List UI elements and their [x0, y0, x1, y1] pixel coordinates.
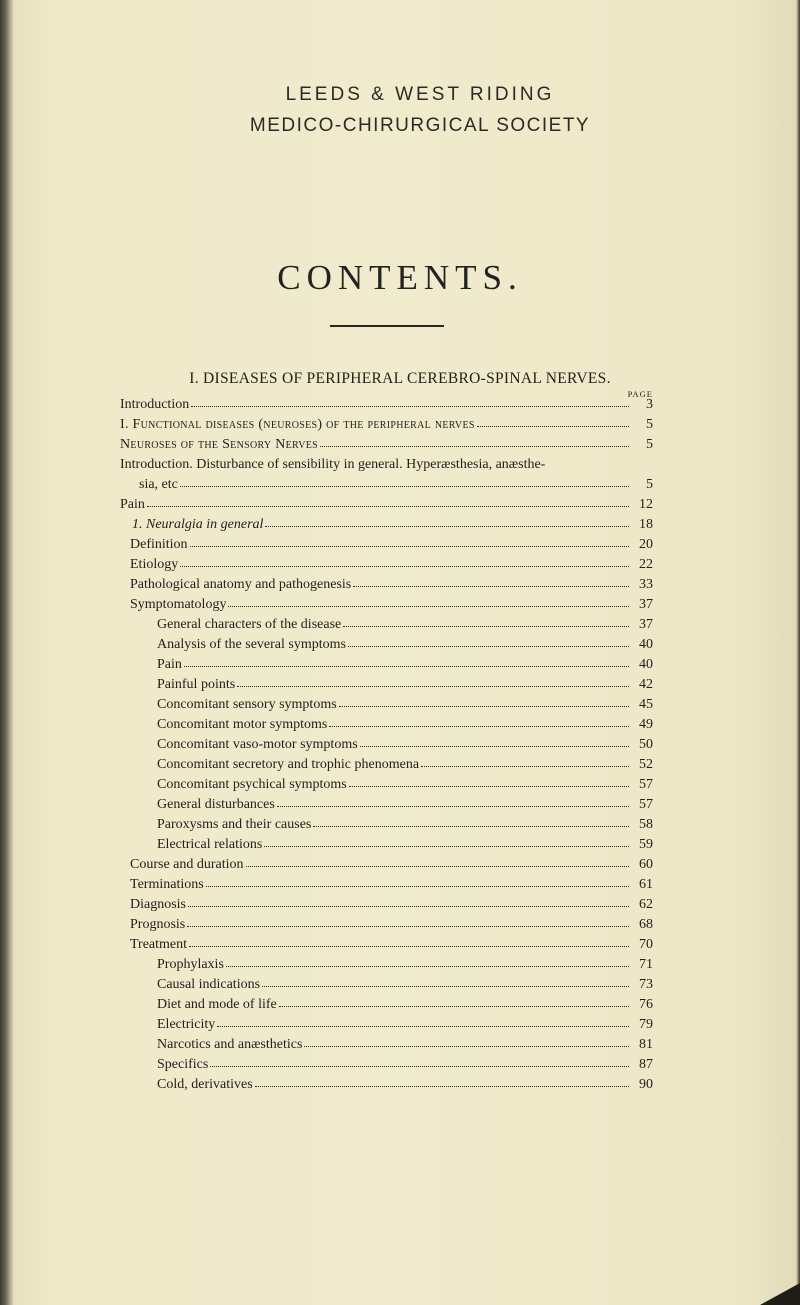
toc-entry-page: 60	[639, 857, 653, 872]
toc-entry[interactable]	[157, 835, 653, 855]
toc-entry[interactable]	[157, 675, 653, 695]
toc-entry[interactable]	[157, 995, 653, 1015]
leader-dots	[477, 415, 629, 427]
leader-dots	[237, 675, 629, 687]
toc-entry[interactable]	[157, 715, 653, 735]
leader-dots	[343, 615, 629, 627]
leader-dots	[147, 495, 629, 507]
toc-entry-page: 3	[646, 397, 653, 412]
toc-entry-page: 76	[639, 997, 653, 1012]
toc-entry-page: 5	[646, 417, 653, 432]
toc-entry-label: Introduction	[120, 397, 190, 412]
toc-entry-page: 61	[639, 877, 653, 892]
contents-title: CONTENTS.	[277, 258, 523, 297]
toc-entry[interactable]	[130, 535, 653, 555]
leader-dots	[226, 955, 629, 967]
toc-entry[interactable]	[130, 555, 653, 575]
toc-entry[interactable]	[130, 895, 653, 915]
toc-entry[interactable]	[157, 1035, 653, 1055]
toc-entry[interactable]	[130, 575, 653, 595]
leader-dots	[264, 835, 629, 847]
toc-entry-label: Pain	[157, 657, 182, 672]
toc-entry-page: 37	[639, 617, 653, 632]
leader-dots	[262, 975, 629, 987]
page-edge	[796, 0, 800, 1305]
toc-entry[interactable]	[157, 1015, 653, 1035]
toc-entry-page: 59	[639, 837, 653, 852]
toc-entry-label: sia, etc	[139, 477, 178, 492]
toc-entry-page: 73	[639, 977, 653, 992]
toc-entry-page: 87	[639, 1057, 653, 1072]
leader-dots	[339, 695, 629, 707]
toc-entry-label: Concomitant vaso-motor symptoms	[157, 737, 358, 752]
toc-entry-page: 20	[639, 537, 653, 552]
toc-entry[interactable]	[120, 455, 653, 475]
toc-entry-page: 70	[639, 937, 653, 952]
leader-dots	[184, 655, 629, 667]
toc-entry-label: Concomitant sensory symptoms	[157, 697, 337, 712]
toc-entry-label: Definition	[130, 537, 188, 552]
toc-entry-page: 58	[639, 817, 653, 832]
toc-entry-page: 5	[646, 437, 653, 452]
toc-entry-page: 18	[639, 517, 653, 532]
leader-dots	[360, 735, 629, 747]
toc-entry[interactable]	[120, 435, 653, 455]
leader-dots	[228, 595, 629, 607]
toc-entry-page: 79	[639, 1017, 653, 1032]
toc-entry[interactable]	[120, 395, 653, 415]
toc-entry[interactable]	[157, 815, 653, 835]
leader-dots	[329, 715, 629, 727]
toc-entry[interactable]	[130, 595, 653, 615]
leader-dots	[353, 575, 629, 587]
leader-dots	[277, 795, 629, 807]
toc-entry-label: Introduction. Disturbance of sensibility in general. Hyperæsthesia, anæsthe-	[120, 457, 546, 472]
library-stamp-line-2: MEDICO-CHIRURGICAL SOCIETY	[249, 115, 591, 136]
toc-entry[interactable]	[157, 655, 653, 675]
binding-shadow	[0, 0, 14, 1305]
leader-dots	[348, 635, 629, 647]
toc-entry-label: Etiology	[130, 557, 179, 572]
leader-dots	[313, 815, 629, 827]
toc-entry-label: Narcotics and anæsthetics	[157, 1037, 303, 1052]
leader-dots	[206, 875, 629, 887]
toc-entry[interactable]	[157, 955, 653, 975]
toc-entry[interactable]	[157, 755, 653, 775]
leader-dots	[217, 1015, 629, 1027]
toc-entry-label: Electrical relations	[157, 837, 263, 852]
toc-entry[interactable]	[157, 795, 653, 815]
toc-entry-label: I. Functional diseases (neuroses) of the peripheral nerves	[120, 417, 475, 432]
toc-entry[interactable]	[120, 515, 653, 535]
toc-entry-label: Prophylaxis	[157, 957, 224, 972]
toc-entry-page: 57	[639, 797, 653, 812]
toc-entry[interactable]	[120, 495, 653, 515]
toc-entry[interactable]	[120, 415, 653, 435]
toc-entry-label: Prognosis	[130, 917, 186, 932]
leader-dots	[349, 775, 629, 787]
toc-entry-page: 71	[639, 957, 653, 972]
toc-entry-page: 45	[639, 697, 653, 712]
leader-dots	[190, 535, 629, 547]
library-stamp-line-1: LEEDS & WEST RIDING	[285, 84, 555, 105]
leader-dots	[180, 555, 629, 567]
leader-dots	[246, 855, 629, 867]
toc-entry-page: 81	[639, 1037, 653, 1052]
toc-entry-label: Analysis of the several symptoms	[157, 637, 346, 652]
leader-dots	[191, 395, 629, 407]
toc-entry[interactable]	[130, 935, 653, 955]
leader-dots	[187, 915, 629, 927]
leader-dots	[189, 935, 629, 947]
toc-entry-page: 49	[639, 717, 653, 732]
corner-shadow	[760, 1283, 800, 1305]
toc-entry-label: General characters of the disease	[157, 617, 342, 632]
leader-dots	[255, 1075, 629, 1087]
toc-entry-label: General disturbances	[157, 797, 275, 812]
toc-entry-page: 40	[639, 657, 653, 672]
toc-entry-label: Cold, derivatives	[157, 1077, 253, 1092]
toc-entry-page: 37	[639, 597, 653, 612]
toc-entry-label: 1. Neuralgia in general	[132, 517, 264, 532]
toc-entry[interactable]	[157, 1055, 653, 1075]
toc-entry[interactable]	[130, 855, 653, 875]
toc-entry-label: Painful points	[157, 677, 236, 692]
toc-entry-label: Terminations	[130, 877, 204, 892]
toc-entry[interactable]	[139, 475, 653, 495]
toc-entry[interactable]	[157, 695, 653, 715]
toc-entry-page: 52	[639, 757, 653, 772]
toc-entry-page: 40	[639, 637, 653, 652]
toc-entry[interactable]	[157, 975, 653, 995]
toc-entry-page: 5	[646, 477, 653, 492]
leader-dots	[421, 755, 629, 767]
toc-entry-label: Concomitant secretory and trophic phenomena	[157, 757, 420, 772]
toc-entry[interactable]	[157, 775, 653, 795]
toc-entry-label: Electricity	[157, 1017, 216, 1032]
toc-entry-label: Causal indications	[157, 977, 261, 992]
leader-dots	[279, 995, 629, 1007]
toc-entry[interactable]	[157, 735, 653, 755]
toc-entry-label: Specifics	[157, 1057, 209, 1072]
toc-entry-page: 90	[639, 1077, 653, 1092]
toc-entry-label: Neuroses of the Sensory Nerves	[120, 437, 319, 452]
toc-entry-label: Concomitant psychical symptoms	[157, 777, 347, 792]
toc-entry-page: 68	[639, 917, 653, 932]
leader-dots	[188, 895, 629, 907]
leader-dots	[180, 475, 629, 487]
toc-entry[interactable]	[157, 635, 653, 655]
toc-entry-label: Treatment	[130, 937, 188, 952]
toc-entry[interactable]	[130, 875, 653, 895]
toc-entry-label: Pain	[120, 497, 145, 512]
toc-entry-page: 62	[639, 897, 653, 912]
leader-dots	[210, 1055, 629, 1067]
page-column-label: PAGE	[627, 389, 653, 399]
toc-entry-label: Diet and mode of life	[157, 997, 277, 1012]
toc-entry-page: 22	[639, 557, 653, 572]
toc-entry-page: 42	[639, 677, 653, 692]
toc-entry-page: 33	[639, 577, 653, 592]
leader-dots	[320, 435, 629, 447]
toc-entry[interactable]	[157, 615, 653, 635]
toc-entry-label: Concomitant motor symptoms	[157, 717, 328, 732]
part-heading: I. DISEASES OF PERIPHERAL CEREBRO-SPINAL NERVES.	[189, 370, 611, 387]
toc-entry-label: Paroxysms and their causes	[157, 817, 312, 832]
toc-entry-label: Symptomatology	[130, 597, 227, 612]
leader-dots	[304, 1035, 629, 1047]
toc-entry-label: Pathological anatomy and pathogenesis	[130, 577, 352, 592]
leader-dots	[265, 515, 629, 527]
toc-entry-page: 12	[639, 497, 653, 512]
toc-entry-page: 50	[639, 737, 653, 752]
toc-entry-page: 57	[639, 777, 653, 792]
toc-entry-label: Diagnosis	[130, 897, 186, 912]
toc-entry[interactable]	[130, 915, 653, 935]
toc-entry-label: Course and duration	[130, 857, 244, 872]
title-rule	[330, 325, 444, 327]
toc-entry[interactable]	[157, 1075, 653, 1095]
